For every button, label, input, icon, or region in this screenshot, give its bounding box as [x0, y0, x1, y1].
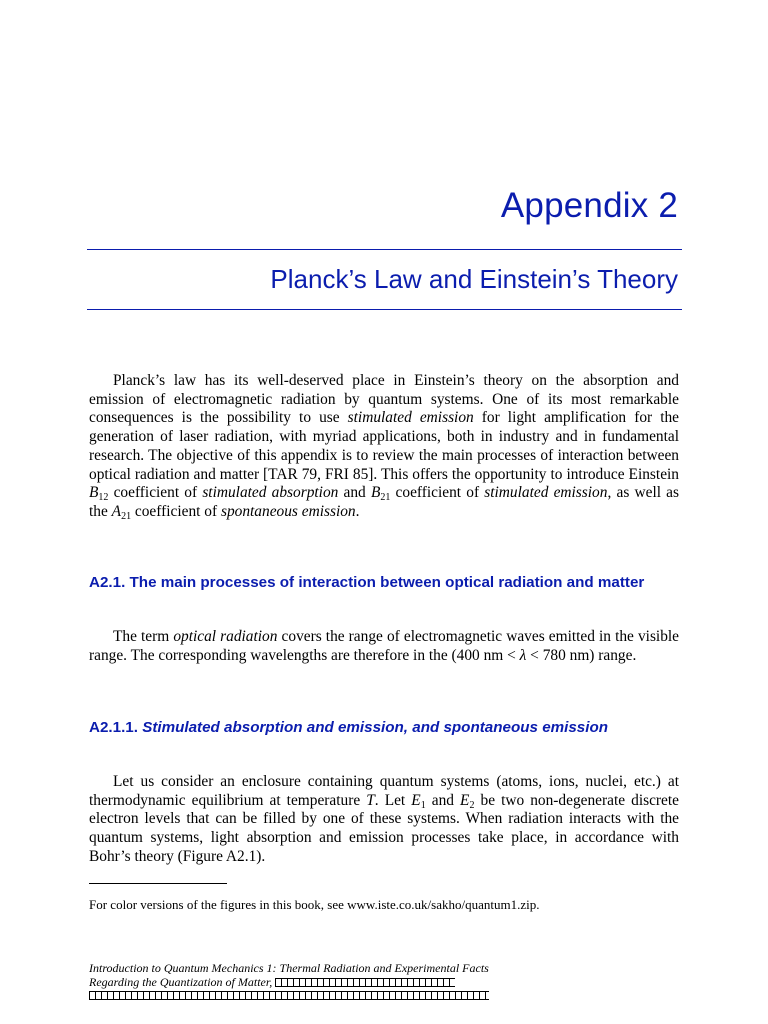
intro-paragraph: Planck’s law has its well-deserved place in Einstein’s theory on the absorption and emission of electromagnetic radiation by quantum systems. One of its most remarkable consequences is the possibility to use stimulated emission for light amplification for the generation of laser radiation, with myriad applications, both in industry and in fundamental research. The objective of this appendix is to review the main processes of interaction between optical radiation and matter [TAR 79, FRI 85]. This offers the opportunity to introduce Einstein $B_{12}$ coefficient of stimulated absorption and $B_{21}$ coefficient of stimulated emission, as well as the $A_{21}$ coefficient of spontaneous emission.	[89, 372, 680, 522]
title-rule-bottom	[87, 309, 682, 310]
footnote: For color versions of the figures in this book, see www.iste.co.uk/sakho/quantum1.zip.	[89, 897, 540, 912]
enclosure-paragraph: Let us consider an enclosure containing quantum systems (atoms, ions, nuclei, etc.) at thermodynamic equilibrium at temperature T. Let $E_1$ and $E_2$ be two non-degenerate discrete electron levels that can be filled by one of these systems. When radiation interacts with the quantum systems, light absorption and emission processes take place, in accordance with Bohr’s theory (Figure A2.1).	[89, 773, 679, 865]
subsection-number: A2.1.1.	[89, 719, 138, 736]
section-heading-a2-1: A2.1. The main processes of interaction between optical radiation and matter	[89, 574, 645, 591]
credit-line-3	[89, 989, 489, 1003]
credit-line-1: Introduction to Quantum Mechanics 1: Thermal Radiation and Experimental Facts	[89, 961, 489, 975]
illegible-text	[89, 991, 489, 1000]
illegible-text	[275, 978, 455, 987]
subsection-title: Stimulated absorption and emission, and spontaneous emission	[142, 719, 609, 736]
chapter-title: Planck’s Law and Einstein’s Theory	[270, 264, 678, 294]
appendix-label: Appendix 2	[500, 186, 678, 225]
subsection-heading-a2-1-1	[89, 718, 679, 738]
footnote-rule	[89, 883, 227, 884]
credit-line-2: Regarding the Quantization of Matter,	[89, 976, 489, 990]
title-rule-top	[87, 249, 682, 250]
optical-radiation-paragraph: The term optical radiation covers the range of electromagnetic waves emitted in the visible range. The corresponding wavelengths are therefore in the (400 nm < λ < 780 nm) range.	[89, 628, 680, 664]
book-credit	[89, 962, 489, 1003]
